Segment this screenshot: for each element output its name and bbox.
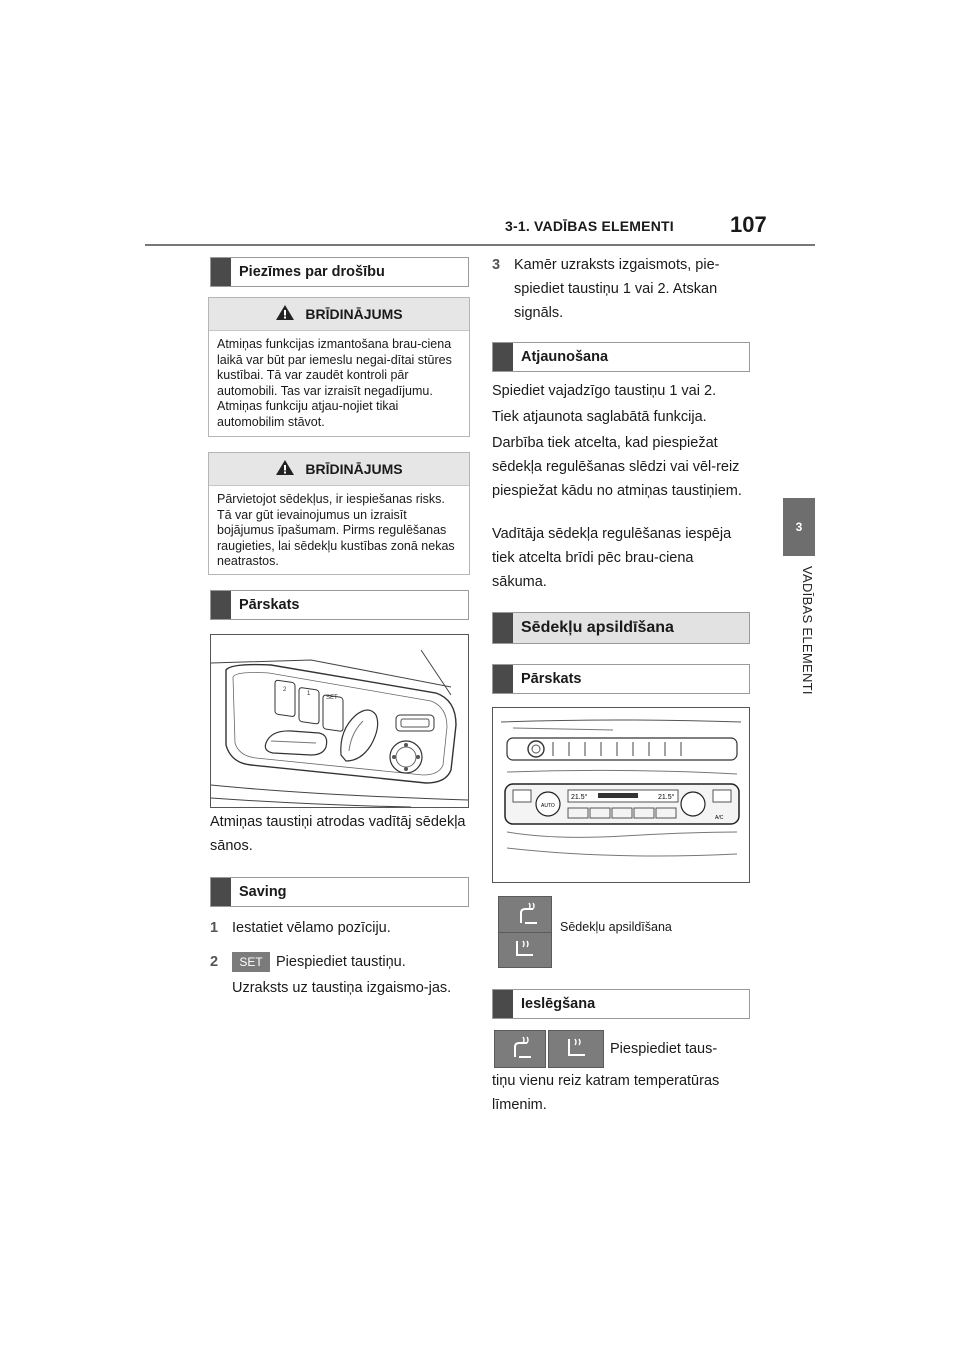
step-text: Iestatiet vēlamo pozīciju.: [232, 920, 391, 936]
climate-control-illustration: [493, 708, 749, 882]
climate-panel-figure: [492, 707, 750, 883]
temp-right-label: 21.5°: [658, 794, 675, 801]
restore-heading-text: Atjaunošana: [521, 349, 609, 365]
restore-paragraph-2: Tiek atjaunota saglabātā funkcija.: [492, 409, 707, 425]
backrest-heating-button-icon: [498, 932, 552, 968]
side-tab-number: 3: [783, 498, 815, 556]
heating-overview-heading-text: Pārskats: [521, 671, 582, 687]
restore-heading: [492, 342, 750, 372]
heating-overview-heading: [492, 664, 750, 694]
warning-box-1: [208, 297, 470, 437]
step-3: [492, 253, 750, 325]
safety-heading: [210, 257, 469, 287]
heading-bar: [493, 665, 513, 693]
warning-title-bar: [209, 453, 469, 486]
heating-icon-caption: Sēdekļu apsildīšana: [560, 920, 672, 934]
warning-title: BRĪDINĀJUMS: [305, 306, 403, 322]
seat-heating-button-icon: [494, 1030, 546, 1068]
step-text: Kamēr uzraksts izgaismots, pie-spiediet taustiņu 1 vai 2. Atskan signāls.: [514, 257, 720, 321]
step-text: Piespiediet taustiņu.: [276, 954, 406, 970]
heading-bar: [211, 878, 231, 906]
warning-triangle-icon: [275, 304, 295, 324]
step-number: 2: [210, 954, 219, 970]
memory-button-2-label: 2: [283, 687, 287, 693]
warning-title: BRĪDINĀJUMS: [305, 461, 403, 477]
seat-heating-heading: [492, 612, 750, 644]
memory-button-1-label: 1: [307, 691, 311, 697]
warning-text: Atmiņas funkcijas izmantošana brau-ciena laikā var būt par iemeslu negai-dītai stūres kustībai. Tā var zaudēt kontroli pār automobili. Tas var izraisīt negadījumu. Atmiņas funkciju atjau-nojiet tikai automobilim stāvot.: [217, 337, 452, 429]
warning-box-2: [208, 452, 470, 575]
switch-on-text-a: Piespiediet taus-: [610, 1041, 718, 1057]
memory-set-button-label: SET: [326, 695, 338, 701]
warning-text: Pārvietojot sēdekļus, ir iespiešanas risks. Tā var gūt ievainojumus un izraisīt bojājumus īpašumam. Pirms regulēšanas raugieties, lai sēdekļu kustības zonā nekas neatrastos.: [217, 492, 455, 568]
heading-bar: [211, 258, 231, 286]
heading-bar: [493, 990, 513, 1018]
restore-paragraph-3: Darbība tiek atcelta, kad piespiežat sēdekļa regulēšanas slēdzi vai vēl-reiz piespiežat kādu no atmiņas taustiņiem.: [492, 435, 742, 499]
side-tab-label: VADĪBAS ELEMENTI: [800, 566, 815, 695]
step-2-subtext: Uzraksts uz taustiņa izgaismo-jas.: [232, 980, 452, 996]
saving-heading: [210, 877, 469, 907]
seat-controls-illustration: [211, 635, 468, 807]
heading-bar: [211, 591, 231, 619]
switch-on-text-b: tiņu vienu reiz katram temperatūras līmenim.: [492, 1073, 720, 1113]
warning-title-bar: [209, 298, 469, 331]
safety-heading-text: Piezīmes par drošību: [239, 264, 385, 280]
section-title: 3-1. VADĪBAS ELEMENTI: [505, 218, 674, 234]
seat-memory-figure: [210, 634, 469, 808]
seat-heating-button-icon: [498, 896, 552, 934]
heading-bar: [493, 613, 513, 643]
temp-left-label: 21.5°: [571, 794, 588, 801]
step-number: 3: [492, 257, 501, 273]
auto-label: AUTO: [541, 803, 555, 809]
set-button-icon: SET: [232, 952, 270, 972]
restore-paragraph-4: Vadītāja sēdekļa regulēšanas iespēja tiek atcelta brīdi pēc brau-ciena sākuma.: [492, 526, 732, 590]
step-number: 1: [210, 920, 219, 936]
heading-bar: [493, 343, 513, 371]
overview-heading: [210, 590, 469, 620]
header-rule: [145, 244, 815, 246]
page-number: 107: [730, 212, 767, 237]
backrest-heating-button-icon: [548, 1030, 604, 1068]
seat-heating-heading-text: Sēdekļu apsildīšana: [521, 619, 674, 636]
step-1: [210, 916, 470, 940]
restore-paragraph-1: Spiediet vajadzīgo taustiņu 1 vai 2.: [492, 383, 717, 399]
overview-heading-text: Pārskats: [239, 597, 300, 613]
warning-triangle-icon: [275, 459, 295, 479]
figure-caption: Atmiņas taustiņi atrodas vadītāj sēdekļa sānos.: [210, 814, 466, 854]
switch-on-heading-text: Ieslēgšana: [521, 996, 596, 1012]
step-2: [210, 950, 470, 974]
ac-label: A/C: [715, 815, 724, 821]
saving-heading-text: Saving: [239, 884, 287, 900]
switch-on-heading: [492, 989, 750, 1019]
